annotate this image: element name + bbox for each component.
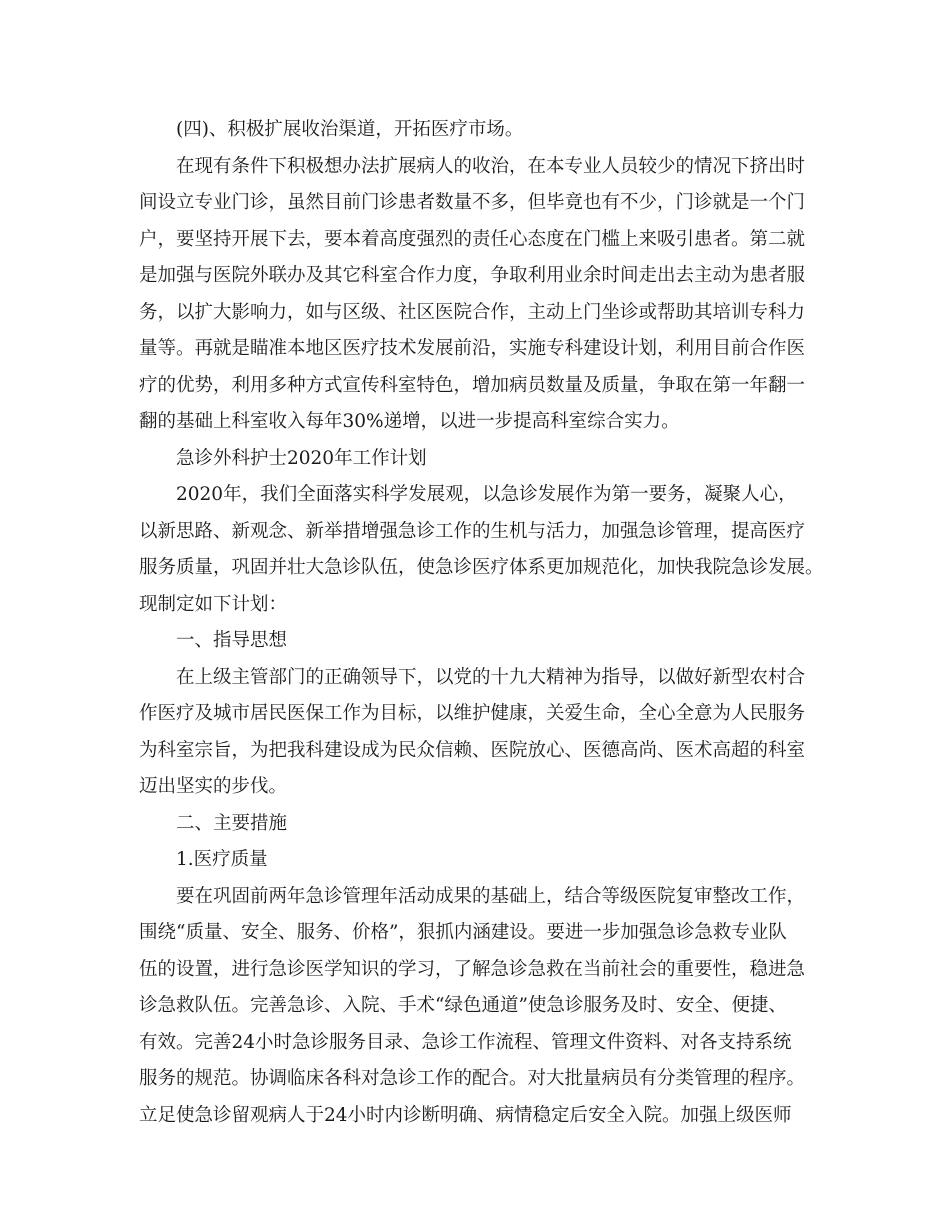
text-line: 间设立专业门诊，虽然目前门诊患者数量不多，但毕竟也有不少，门诊就是一个门	[139, 192, 806, 213]
text-line: 2020年，我们全面落实科学发展观，以急诊发展作为第一要务，凝聚人心，	[176, 484, 797, 505]
text-line: 量等。再就是瞄准本地区医疗技术发展前沿，实施专科建设计划，利用目前合作医	[139, 338, 806, 359]
text-line: 要在巩固前两年急诊管理年活动成果的基础上，结合等级医院复审整改工作，	[176, 885, 806, 907]
text-line: 服务质量，巩固并壮大急诊队伍，使急诊医疗体系更加规范化，加快我院急诊发展。	[139, 557, 824, 578]
text-line: 1.医疗质量	[176, 849, 268, 870]
text-line: 一、指导思想	[176, 630, 288, 651]
text-line: 以新思路、新观念、新举措增强急诊工作的生机与活力，加强急诊管理，提高医疗	[139, 520, 806, 542]
text-line: 立足使急诊留观病人于24小时内诊断明确、病情稳定后安全入院。加强上级医师	[139, 1104, 792, 1126]
text-line: 围绕“质量、安全、服务、价格”，狠抓内涵建设。要进一步加强急诊急救专业队	[139, 922, 787, 943]
text-line: 急诊外科护士2020年工作计划	[176, 447, 427, 469]
text-line: 有效。完善24小时急诊服务目录、急诊工作流程、管理文件资料、对各支持系统	[139, 1031, 792, 1053]
text-line: 疗的优势，利用多种方式宣传科室特色，增加病员数量及质量，争取在第一年翻一	[139, 374, 806, 396]
text-line: 户，要坚持开展下去，要本着高度强烈的责任心态度在门槛上来吸引患者。第二就	[139, 228, 806, 250]
text-line: 现制定如下计划：	[139, 593, 288, 615]
text-line: 作医疗及城市居民医保工作为目标，以维护健康，关爱生命，全心全意为人民服务	[139, 703, 806, 724]
text-line: 务，以扩大影响力，如与区级、社区医院合作，主动上门坐诊或帮助其培训专科力	[139, 301, 806, 323]
text-line: 在上级主管部门的正确领导下，以党的十九大精神为指导，以做好新型农村合	[176, 666, 806, 688]
text-line: 服务的规范。协调临床各科对急诊工作的配合。对大批量病员有分类管理的程序。	[139, 1068, 806, 1089]
text-line: (四)、积极扩展收治渠道，开拓医疗市场。	[176, 119, 524, 140]
text-line: 伍的设置，进行急诊医学知识的学习，了解急诊急救在当前社会的重要性，稳进急	[139, 958, 806, 980]
text-line: 诊急救队伍。完善急诊、入院、手术“绿色通道”使急诊服务及时、安全、便捷、	[139, 995, 787, 1016]
text-line: 是加强与医院外联办及其它科室合作力度，争取利用业余时间走出去主动为患者服	[139, 265, 806, 286]
text-line: 翻的基础上科室收入每年30%递增，以进一步提高科室综合实力。	[139, 411, 680, 432]
text-line: 二、主要措施	[176, 812, 288, 834]
text-line: 在现有条件下积极想办法扩展病人的收治，在本专业人员较少的情况下挤出时	[176, 155, 806, 177]
text-line: 为科室宗旨，为把我科建设成为民众信赖、医院放心、医德高尚、医术高超的科室	[139, 739, 806, 761]
document-body	[139, 112, 829, 1134]
text-line: 迈出坚实的步伐。	[139, 776, 288, 797]
